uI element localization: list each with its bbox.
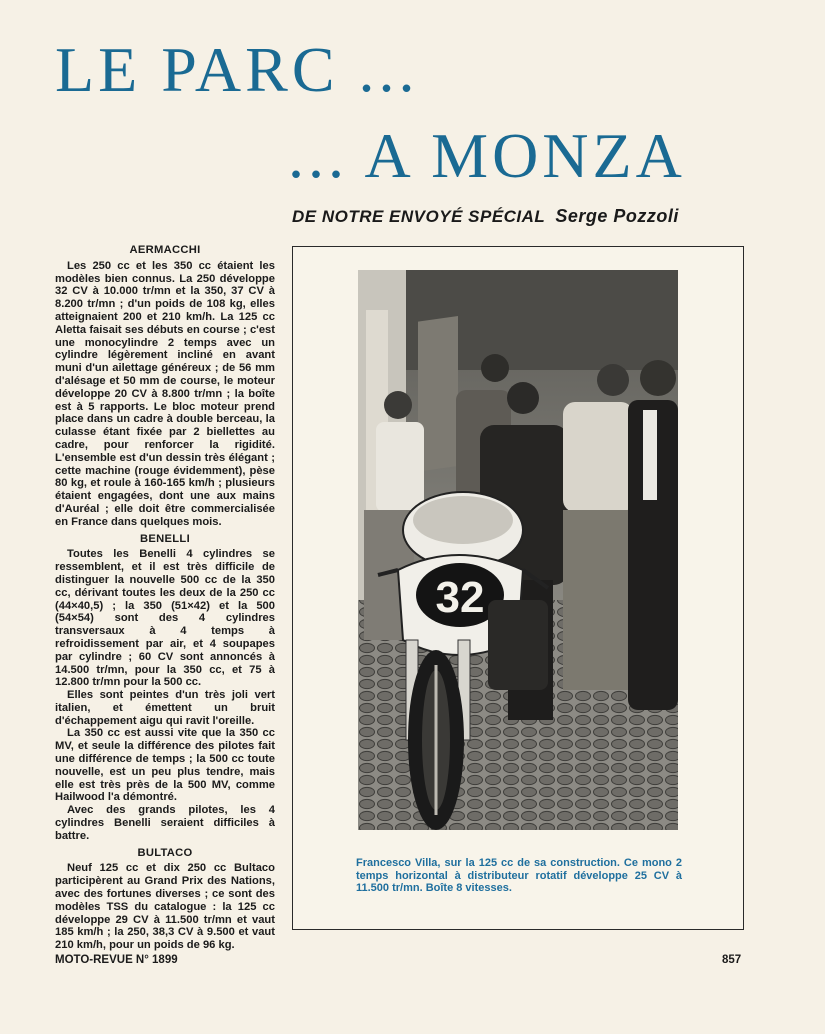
section-heading: BULTACO <box>137 846 193 859</box>
paragraph: Avec des grands pilotes, les 4 cylindres Benelli seraient difficiles à battre. <box>55 804 275 842</box>
byline-prefix: DE NOTRE ENVOYÉ SPÉCIAL <box>292 207 546 226</box>
section-heading: BENELLI <box>140 532 190 545</box>
headline-line-1: LE PARC ... <box>55 34 419 105</box>
photo-illustration <box>358 270 678 830</box>
paragraph: Les 250 cc et les 350 cc étaient les modèles bien connus. La 250 développe 32 CV à 10.000 tr/mn et la 350, 37 CV à 8.200 tr/mn ; d'un poids de 108 kg, elles atteignaient 200 et 210 km/h. La 125 cc Aletta faisait ses débuts en course ; c'est une monocylindre 2 temps avec un cylindre légèrement incliné en avant muni d'un ailettage généreux ; de 56 mm d'alésage et 50 mm de course, le moteur développe 20 CV à 8.800 tr/mn ; la boîte est à 5 rapports. Le bloc moteur prend place dans un cadre à double berceau, la culasse étant fixée par 2 biellettes au cadre, pour renforcer la rigidité. L'ensemble est d'un dessin très élégant ; cette machine (rouge évidemment), pèse 80 kg, et roule à 160-165 km/h ; plusieurs étaient engagées, dont une aux mains d'Auréal ; elle doit être commercialisée en France dans quelques mois. <box>55 259 275 528</box>
section-aermacchi <box>55 244 275 529</box>
section-heading: AERMACCHI <box>129 244 201 256</box>
race-number: 32 <box>435 573 485 622</box>
headline-line-2: ... A MONZA <box>288 120 686 191</box>
paragraph: Toutes les Benelli 4 cylindres se ressemblent, et il est très difficile de distinguer la nouvelle 500 cc de la 350 cc, dérivant toutes les deux de la 250 cc (44×40,5) ; la 350 (51×42) et la 500 (54×54) sont des 4 cylindres transversaux à 4 temps à refroidissement par air, et 4 soupapes par cylindre ; 60 CV sont annoncés à 14.500 tr/mn, pour la 350 cc, et 75 à 12.800 tr/mn pour la 500 cc. <box>55 548 275 689</box>
magazine-issue: MOTO-REVUE N° 1899 <box>55 954 178 966</box>
motorcycle-photo <box>358 270 678 830</box>
byline-author: Serge Pozzoli <box>555 206 679 226</box>
paragraph: Neuf 125 cc et dix 250 cc Bultaco participèrent au Grand Prix des Nations, avec des fortunes diverses ; ce sont des modèles TSS du catalogue : la 125 cc développe 29 CV à 11.500 tr/mn et vaut 185 km/h ; la 250, 38,3 CV à 9.500 et vaut 210 km/h, pour un poids de 96 kg. <box>55 862 275 952</box>
photo-caption: Francesco Villa, sur la 125 cc de sa construction. Ce mono 2 temps horizontal à distributeur rotatif développe 25 CV à 11.500 tr/mn. Boîte 8 vitesses. <box>356 857 682 894</box>
page-number: 857 <box>722 954 742 966</box>
article-column <box>55 244 275 956</box>
section-bultaco <box>55 847 275 952</box>
byline <box>292 206 679 227</box>
paragraph: Elles sont peintes d'un très joli vert italien, et émettent un bruit d'échappement aigu qui ravit l'oreille. <box>55 689 275 727</box>
paragraph: La 350 cc est aussi vite que la 350 cc MV, et seule la différence des pilotes fait une différence de temps ; la 500 cc toute nouvelle, est un peu plus tendre, mais elle est très près de la 500 MV, comme Hailwood l'a démontré. <box>55 727 275 804</box>
section-benelli <box>55 533 275 843</box>
